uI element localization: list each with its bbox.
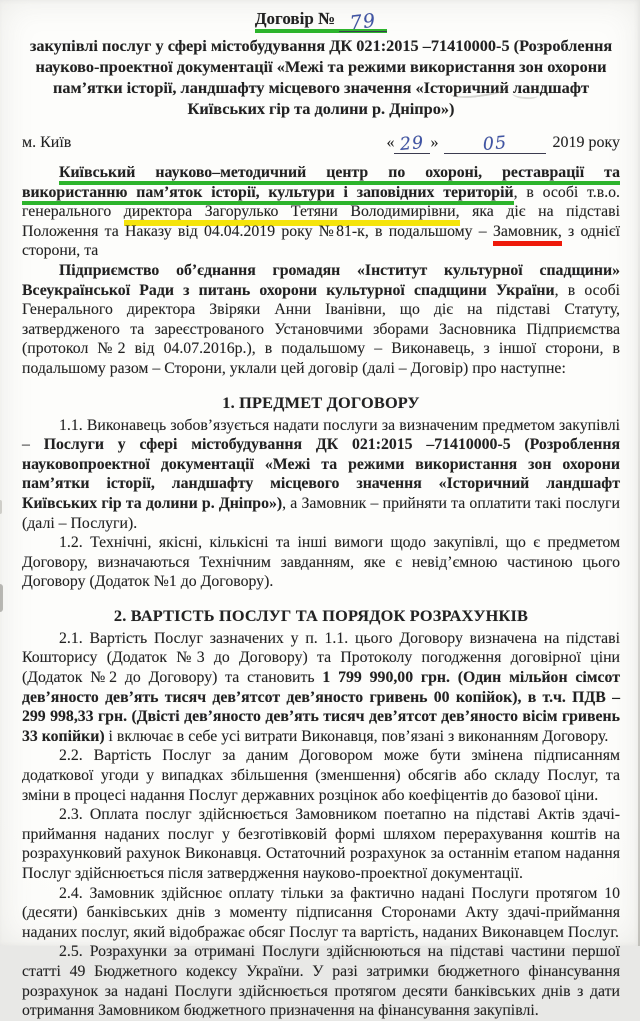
contract-number-blank [339, 9, 387, 35]
text-run: Послуги у сфері містобудування ДК 021:2015 –71410000-5 (Розроблення науковопроектної документації «Межі та режими використання зон охорони пам’ятки історії, ландшафту місцевого значення «Історичний ландшафт Київських гір та долини р. Дніпро») [22, 436, 620, 512]
contract-title-label: Договір № [254, 9, 336, 28]
month-handwritten: 05 [482, 132, 509, 156]
text-run: , в особі Генерального директора Звіряки Анни Іванівни, що діє на підставі Статуту, затвердженого та зареєстрованого Установчими зборами Засновника Підприємства (протокол №2 від 04.07.2016р.), в подальшому – Виконавець, з іншої сторони, в подальшому разом – Сторони, уклали цей договір (далі – Договір) про наступне: [22, 281, 621, 377]
month-blank [444, 134, 546, 154]
contract-number-handwritten: 79 [348, 9, 378, 35]
text-run: 2.3. Оплата послуг здійснюється Замовником поетапно на підставі Актів здачі-приймання наданих послуг у безготівковій формі шляхом перерахування коштів на розрахунковий рахунок Виконавця. Остаточний розрахунок за останнім етапом надання Послуг здійснюється після затвердження науково-проектної документації. [22, 806, 620, 882]
text-run: , а Замовник – прийняти та оплатити такі послуги (далі – Послуги). [22, 494, 620, 532]
contract-body [22, 163, 620, 1021]
text-run: 2.5. Розрахунки за отримані Послуги здійснюються на підставі частини першої статті 49 Бюджетного кодексу України. У разі затримки бюджетного фінансування розрахунок за надані Послуги здійснюється протягом десяти банківських днів з дати отримання Замовником бюджетного призначення на фінансування закупівлі. [22, 943, 620, 1020]
highlight-red: Замовник, [493, 223, 562, 246]
close-quote: » [430, 134, 439, 151]
paragraph [22, 942, 620, 1020]
text-run: 1.2. Технічні, якісні, кількісні та інші вимоги щодо закупівлі, що є предметом Договору, визначаються Технічним завданням, яке є невід’ємною частиною цього Договору (Додаток №1 до Договору). [22, 534, 620, 591]
contract-subtitle: закупівлі послуг у сфері містобудування ДК 021:2015 –71410000-5 (Розроблення науково-проектної документації «Межі та режими використання зон охорони пам’ятки історії, ландшафту місцевого значення «Історичний ландшафт Київських гір та долини р. Дніпро») [29, 36, 613, 118]
paragraph [22, 884, 620, 943]
section-heading [22, 393, 620, 413]
scan-smudge [0, 584, 3, 612]
text-run: 2.4. Замовник здійснює оплату тільки за фактично надані Послуги протягом 10 (десяти) банківських днів з моменту підписання Сторонами Акту здачі-приймання наданих послуг, який відображає обсяг Послуг та вартість, наданих Виконавцем Послуг. [22, 884, 620, 941]
text-run: яка діє на підставі Положення та Наказу від 04.04.2019 року №81-к, в подальшому – [22, 203, 621, 240]
text-run: 1 799 990,00 грн. (Один мільйон сімсот дев’яносто дев’ять тисяч дев’ятсот дев’яносто гривень 00 копійок), в т.ч. ПДВ – 299 998,33 грн. (Двісті дев’яносто дев’ять тисяч дев’ятсот дев’яносто вісім гривень 33 копійки) [22, 669, 620, 745]
year-label: 2019 року [552, 134, 620, 151]
paragraph [22, 533, 620, 592]
day-blank [394, 134, 430, 154]
city-label: м. Київ [22, 134, 72, 151]
text-run: 2.2. Вартість Послуг за даним Договором може бути змінена підписанням додаткової угоди у випадках збільшення (зменшення) обсягів або складу Послуг, та зміни в процесі надання Послуг державних розцінок або коефіцентів до базової ціни. [22, 747, 620, 804]
contract-title [22, 8, 620, 35]
text-run: 1. ПРЕДМЕТ ДОГОВОРУ [222, 392, 420, 412]
text-run: 2.1. Вартість Послуг зазначених у п. 1.1. цього Договору визначена на підставі Кошторису (Додаток №3 до Договору) та Протоколу погодження договірної ціни (Додаток №2 до Договору) та становить [22, 629, 620, 687]
paragraph [22, 746, 620, 805]
title-green-underline [255, 9, 387, 33]
paragraph [22, 261, 620, 379]
paragraph [22, 805, 620, 883]
paragraph [22, 416, 620, 534]
paragraph [22, 629, 620, 747]
day-handwritten: 29 [399, 132, 426, 156]
scan-smudge [0, 500, 2, 514]
place-date-row [22, 132, 620, 154]
section-heading [22, 606, 620, 626]
text-run: Підприємство об’єднання громадян «Інститут культурної спадщини» Всеукраїнської Ради з питань охорони культурної спадщини України [22, 261, 620, 299]
text-run: з однієї сторони, та [22, 222, 620, 260]
text-run: 1.1. Виконавець зобов’язується надати послуги за визначеним предметом закупівлі – [22, 416, 620, 454]
highlight-green: Київський науково–методичний центр по охороні, реставрації та використанню пам’яток історії, культури і заповідних територій [22, 164, 620, 205]
highlight-yellow: директора Загорулько Тетяни Володимирівни, [124, 203, 460, 226]
date-field [386, 132, 620, 154]
paragraph [22, 163, 620, 261]
text-run: 2. ВАРТІСТЬ ПОСЛУГ ТА ПОРЯДОК РОЗРАХУНКІВ [113, 605, 529, 625]
contract-header [22, 8, 620, 154]
text-run: і включає в себе усі витрати Виконавця, пов’язані з виконанням Договору. [104, 727, 609, 745]
open-quote: « [386, 134, 395, 151]
text-run: , в особі т.в.о. генерального [22, 183, 620, 221]
